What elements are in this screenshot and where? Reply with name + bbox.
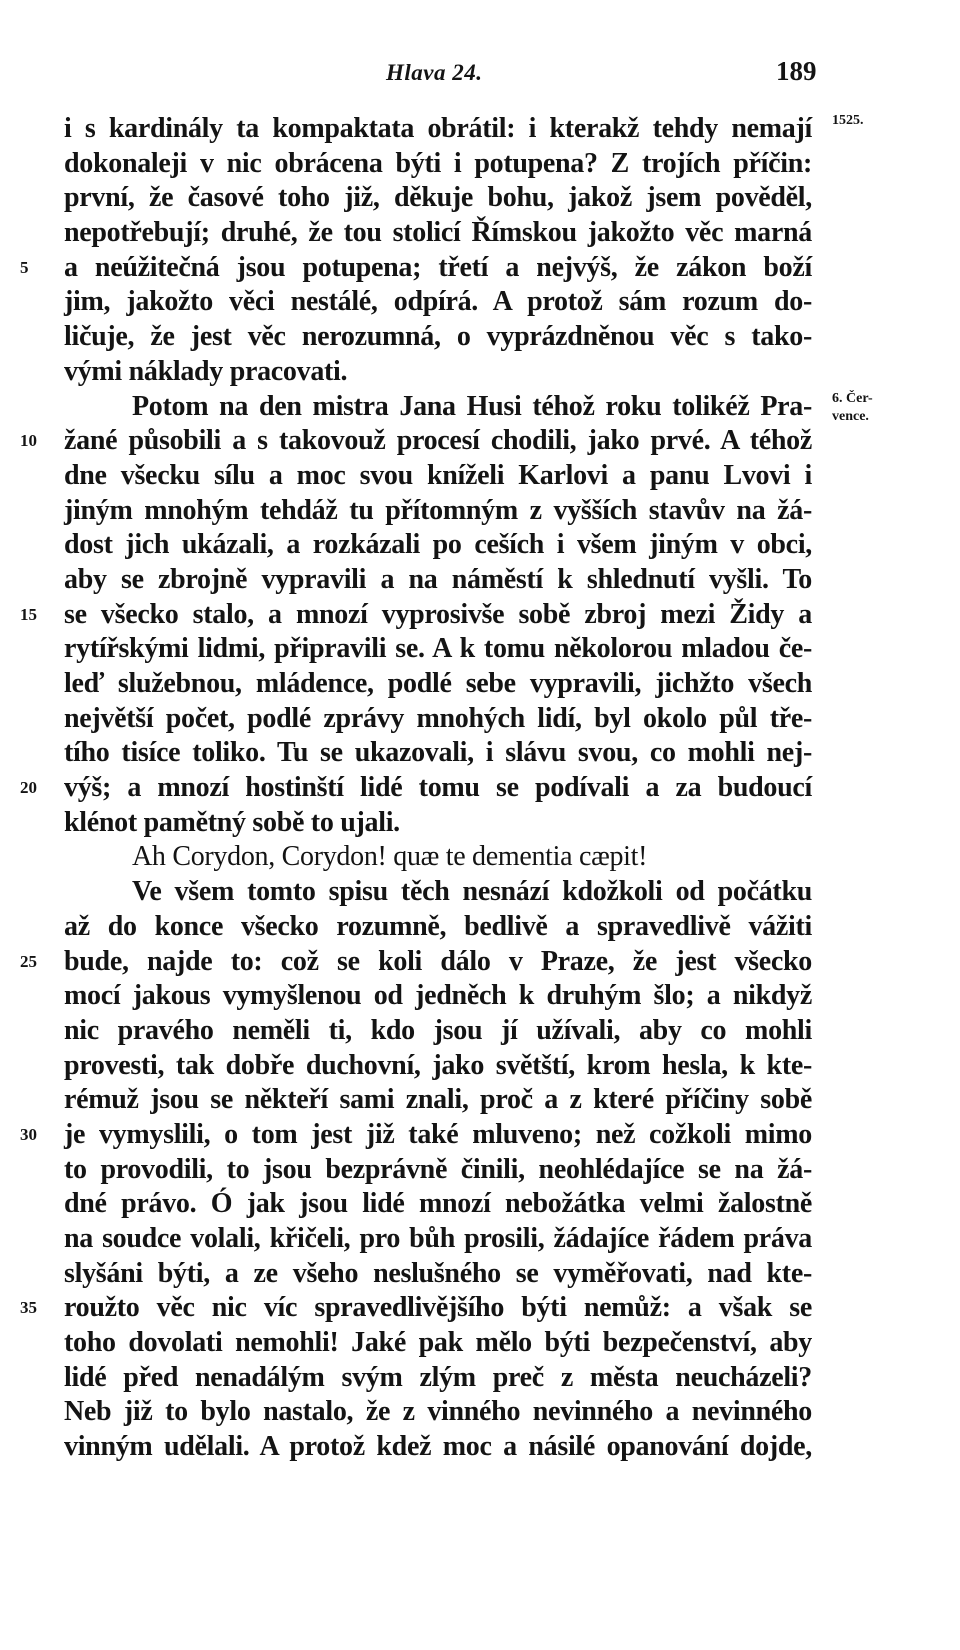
text-line [0,806,960,841]
line-text: se všecko stalo, a mnozí vyprosivše sobě zbroj mezi Židy a [64,598,812,630]
text-line [0,979,960,1014]
line-text: nepotřebují; druhé, že tou stolicí Římskou jakožto věc marná [64,217,812,249]
line-number: 15 [20,604,37,624]
text-line [0,1049,960,1084]
line-text: vinným udělali. A protož kdež moc a násilé opanování dojde, [64,1431,812,1463]
running-title: Hlava 24. [386,60,483,85]
text-line [0,563,960,598]
line-text: na soudce volali, křičeli, pro bůh prosili, žádajíce řádem práva [64,1223,812,1254]
line-text: mocí jakous vymyšlenou od jedněch k druhým šlo; a nikdyž [64,980,812,1012]
line-text: ličuje, že jest věc nerozumná, o vyprázdněnou věc s tako- [64,321,812,353]
text-line [0,459,960,494]
line-text: výš; a mnozí hostinští lidé tomu se podívali a za budoucí [64,772,812,804]
text-line [0,1257,960,1292]
line-text: rytířskými lidmi, připravili se. A k tomu několorou mladou če- [64,633,812,665]
line-text: a neúžitečná jsou potupena; třetí a nejvýš, že zákon boží [64,251,812,283]
line-text: aby se zbrojně vypravili a na náměstí k shlednutí vyšli. To [64,563,812,595]
text-line [0,1222,960,1257]
text-line [0,1118,960,1153]
line-number: 10 [20,431,37,451]
text-line [0,1014,960,1049]
body-text [0,112,960,1465]
line-text: až do konce všecko rozumně, bedlivě a spravedlivě vážiti [64,910,812,942]
text-line [0,390,960,425]
line-text: jiným mnohým tehdáž tu přítomným z vyšších stavův na žá- [64,494,812,526]
text-line [0,528,960,563]
text-line [0,251,960,286]
page-header [0,56,960,96]
line-text: lidé před nenadálým svým zlým preč z města neucházeli? [64,1361,812,1393]
line-text: tího tisíce toliko. Tu se ukazovali, i slávu svou, co mohli nej- [64,737,812,769]
text-line [0,181,960,216]
text-line [0,147,960,182]
text-line [0,216,960,251]
line-text: dne všecku sílu a moc svou kníželi Karlovi a panu Lvovi i [64,459,812,491]
line-text: klénot pamětný sobě to ujali. [64,806,400,838]
text-line [0,112,960,147]
line-text: Ve všem tomto spisu těch nesnází kdožkoli od počátku [132,876,812,908]
text-line [0,1083,960,1118]
text-line [0,771,960,806]
text-line [0,736,960,771]
text-line [0,1291,960,1326]
line-text: vými náklady pracovati. [64,355,348,387]
text-line [0,1361,960,1396]
text-line [0,910,960,945]
line-text: dné právo. Ó jak jsou lidé mnozí nebožátka velmi žalostně [64,1188,812,1220]
text-line [0,667,960,702]
line-number: 5 [20,257,29,277]
line-text: Neb již to bylo nastalo, že z vinného nevinného a nevinného [64,1396,812,1428]
line-text: bude, najde to: což se koli dálo v Praze, že jest všecko [64,945,812,977]
line-number: 35 [20,1298,37,1318]
line-text: roužto věc nic víc spravedlivějšího býti nemůž: a však se [64,1292,812,1324]
text-line [0,494,960,529]
margin-note: 6. Čer- vence. [832,390,873,424]
line-text: nic pravého neměli ti, kdo jsou jí užívali, aby co mohli [64,1014,812,1046]
text-line [0,875,960,910]
text-line [0,1326,960,1361]
text-line [0,840,960,875]
line-number: 20 [20,778,37,798]
line-text: i s kardinály ta kompaktata obrátil: i kterakž tehdy nemají [64,113,812,144]
text-line [0,945,960,980]
text-line [0,1153,960,1188]
margin-note: 1525. [832,113,864,128]
text-line [0,1187,960,1222]
line-text: Potom na den mistra Jana Husi téhož roku tolikéž Pra- [132,390,812,422]
line-text: dokonaleji v nic obrácena býti i potupena? Z trojích příčin: [64,147,812,179]
page-number: 189 [776,56,817,86]
line-text: Ah Corydon, Corydon! quæ te dementia cæpit! [132,841,648,873]
text-line [0,1430,960,1465]
line-text: slyšáni býti, a ze všeho neslušného se vyměřovati, nad kte- [64,1257,812,1289]
line-text: je vymyslili, o tom jest již také mluveno; než cožkoli mimo [64,1118,812,1150]
line-text: to provodili, to jsou bezprávně činili, neohlédajíce se na žá- [64,1153,812,1185]
line-text: leď služebnou, mládence, podlé sebe vypravili, jichžto všech [64,668,812,699]
line-text: jim, jakožto věci nestálé, odpírá. A protož sám rozum do- [64,286,812,318]
text-line [0,632,960,667]
text-line [0,1395,960,1430]
line-text: největší počet, podlé zprávy mnohých lidí, byl okolo půl tře- [64,702,812,734]
line-text: dost jich ukázali, a rozkázali po ceších i všem jiným v obci, [64,529,812,561]
text-line [0,320,960,355]
text-line [0,702,960,737]
line-text: žané působili a s takovouž procesí chodili, jako prvé. A téhož [64,425,812,457]
line-number: 30 [20,1124,37,1144]
text-line [0,355,960,390]
line-number: 25 [20,951,37,971]
line-text: provesti, tak dobře duchovní, jako světští, krom hesla, k kte- [64,1049,812,1081]
text-line [0,598,960,633]
line-text: rémuž jsou se někteří sami znali, proč a z které příčiny sobě [64,1084,812,1116]
text-line [0,285,960,320]
line-text: toho dovolati nemohli! Jaké pak mělo býti bezpečenství, aby [64,1327,812,1359]
text-line [0,424,960,459]
line-text: první, že časové toho již, děkuje bohu, jakož jsem pověděl, [64,182,812,214]
